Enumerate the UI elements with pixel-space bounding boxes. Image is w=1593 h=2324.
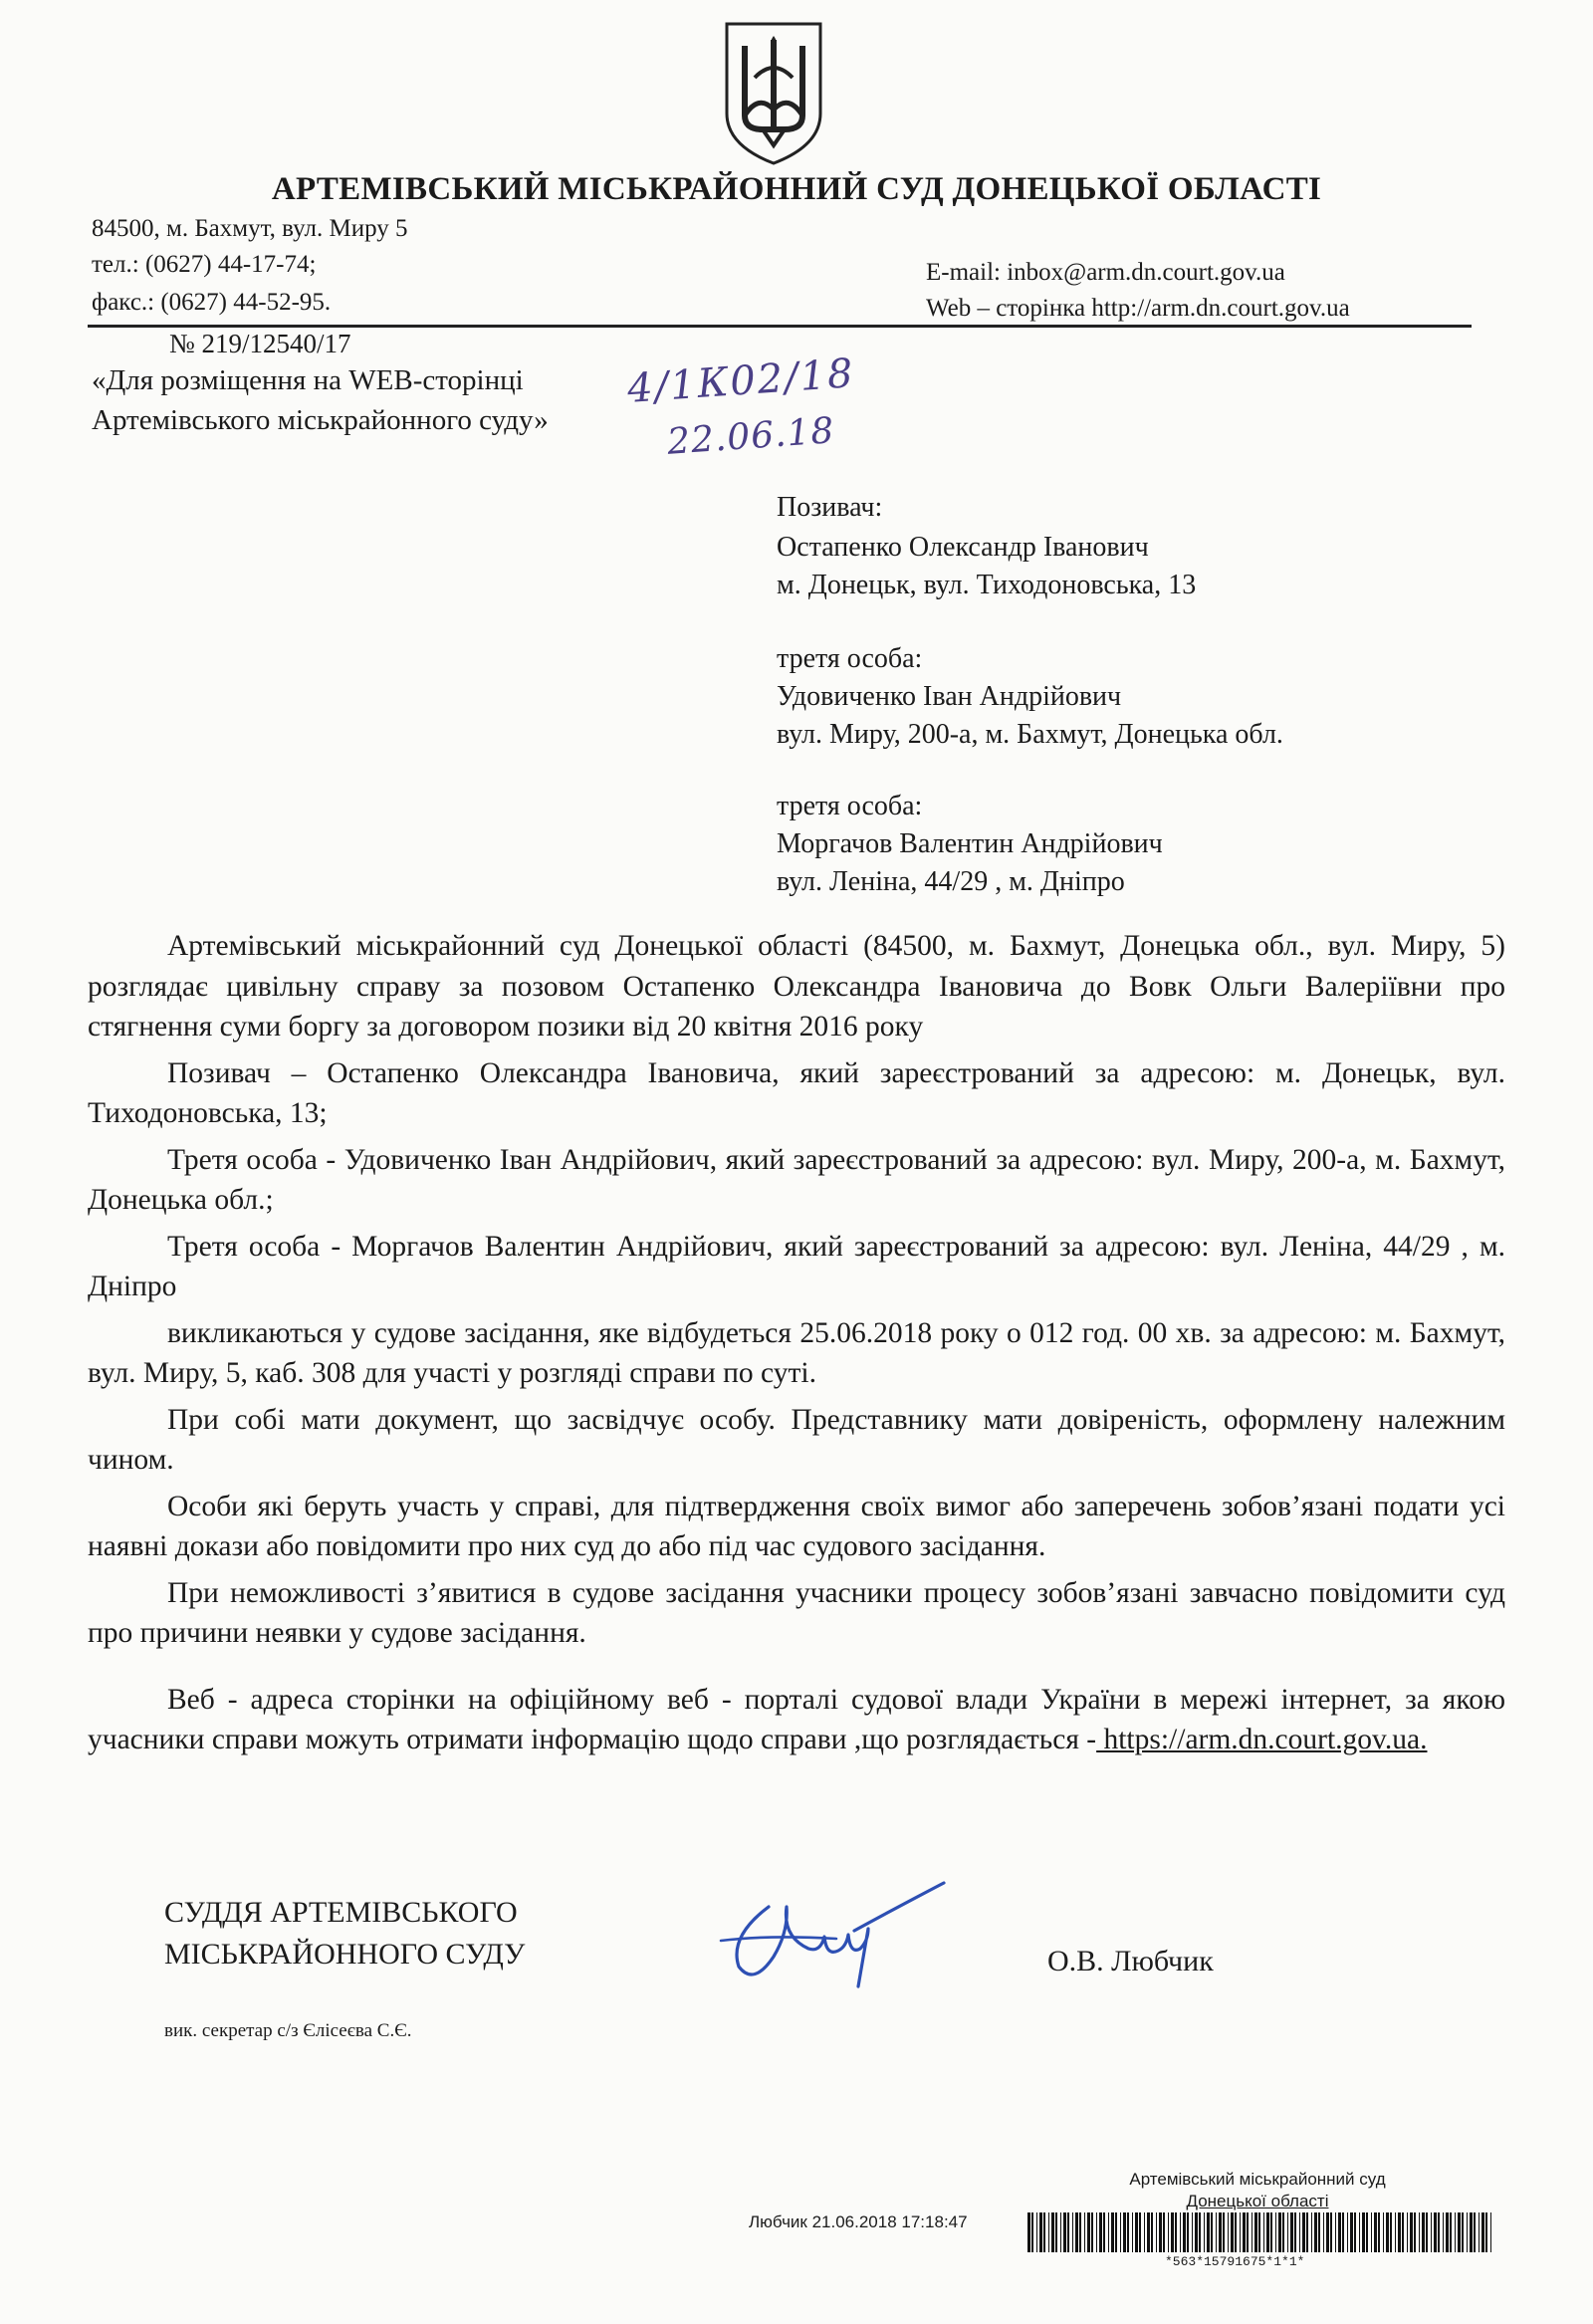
judge-signature	[709, 1877, 948, 1996]
document-number: № 219/12540/17	[169, 329, 351, 358]
registry-stamp-line: Донецької області	[1186, 2192, 1329, 2210]
publication-note-line2: Артемівського міськрайонного суду»	[92, 404, 549, 436]
party-name: Остапенко Олександр Іванович	[777, 532, 1149, 563]
barcode-code: *563*15791675*1*1*	[1165, 2254, 1305, 2269]
judge-title-line: СУДДЯ АРТЕМІВСЬКОГО	[164, 1896, 518, 1929]
body-paragraph: викликаються у судове засідання, яке відбудеться 25.06.2018 року о 012 год. 00 хв. за адресою: м. Бахмут, вул. Миру, 5, каб. 308 для участі у розгляді справи по суті.	[88, 1316, 1505, 1389]
party-address: вул. Миру, 200-а, м. Бахмут, Донецька обл.	[777, 719, 1283, 750]
registry-stamp-court	[1113, 2169, 1402, 2212]
party-role: Позивач:	[777, 492, 883, 523]
party-address: м. Донецьк, вул. Тиходоновська, 13	[777, 570, 1197, 600]
body-paragraph: Третя особа - Моргачов Валентин Андрійович, який зареєстрований за адресою: вул. Леніна, 44/29 , м. Дніпро	[88, 1230, 1505, 1302]
body-paragraph-web-address	[88, 1680, 1505, 1760]
court-web: Web – сторінка http://arm.dn.court.gov.ua	[926, 295, 1350, 322]
body-paragraph: Артемівський міськрайонний суд Донецької області (84500, м. Бахмут, Донецька обл., вул. Миру, 5) розглядає цивільну справу за позовом Остапенко Олександра Івановича до Вовк Ольги Валеріївни про стягнення суми боргу за договором позики від 20 квітня 2016 року	[88, 930, 1505, 1043]
court-address: 84500, м. Бахмут, вул. Миру 5	[92, 215, 408, 242]
body-paragraph: При неможливості з’явитися в судове засідання учасники процесу зобов’язані завчасно повідомити суд про причини неявки у судове засідання.	[88, 1576, 1505, 1649]
barcode-icon	[1025, 2210, 1495, 2254]
judge-name: О.В. Любчик	[1047, 1945, 1214, 1977]
registry-user-datetime: Любчик 21.06.2018 17:18:47	[749, 2212, 968, 2231]
web-address-text: Веб - адреса сторінки на офіційному веб - порталі судової влади України в мережі інтернет, за якою учасники справи можуть отримати інформацію щодо справи ,що розглядається -	[88, 1683, 1505, 1755]
judge-title-line: МІСЬКРАЙОННОГО СУДУ	[164, 1938, 526, 1971]
judge-title	[164, 1892, 525, 1975]
handwritten-registration-number: 4/1К02/18	[625, 350, 856, 412]
court-fax: факс.: (0627) 44-52-95.	[92, 289, 332, 316]
court-secretary: вик. секретар с/з Єлісеєва С.Є.	[164, 2020, 412, 2041]
court-email: E-mail: inbox@arm.dn.court.gov.ua	[926, 259, 1285, 286]
body-paragraph: Третя особа - Удовиченко Іван Андрійович, який зареєстрований за адресою: вул. Миру, 200-а, м. Бахмут, Донецька обл.;	[88, 1143, 1505, 1216]
summons-body	[88, 926, 1505, 1766]
body-paragraph: Позивач – Остапенко Олександра Івановича, який зареєстрований за адресою: м. Донецьк, вул. Тиходоновська, 13;	[88, 1056, 1505, 1129]
court-portal-link[interactable]: https://arm.dn.court.gov.ua.	[1096, 1724, 1428, 1755]
coat-of-arms-icon	[719, 18, 828, 167]
handwritten-date: 22.06.18	[665, 410, 836, 463]
body-paragraph: При собі мати документ, що засвідчує особу. Представнику мати довіреність, оформлену належним чином.	[88, 1403, 1505, 1476]
party-name: Моргачов Валентин Андрійович	[777, 828, 1163, 859]
party-role: третя особа:	[777, 791, 923, 821]
header-divider	[88, 325, 1472, 328]
party-address: вул. Леніна, 44/29 , м. Дніпро	[777, 866, 1125, 897]
party-role: третя особа:	[777, 643, 923, 674]
registry-stamp-line: Артемівський міськрайонний суд	[1129, 2170, 1386, 2189]
publication-note-line1: «Для розміщення на WEB-сторінці	[92, 364, 524, 396]
party-name: Удовиченко Іван Андрійович	[777, 681, 1122, 712]
body-paragraph: Особи які беруть участь у справі, для підтвердження своїх вимог або заперечень зобов’язані подати усі наявні докази або повідомити про них суд до або під час судового засідання.	[88, 1490, 1505, 1562]
court-phone: тел.: (0627) 44-17-74;	[92, 251, 317, 278]
court-name-heading: АРТЕМІВСЬКИЙ МІСЬКРАЙОННИЙ СУД ДОНЕЦЬКОЇ ОБЛАСТІ	[271, 171, 1322, 207]
